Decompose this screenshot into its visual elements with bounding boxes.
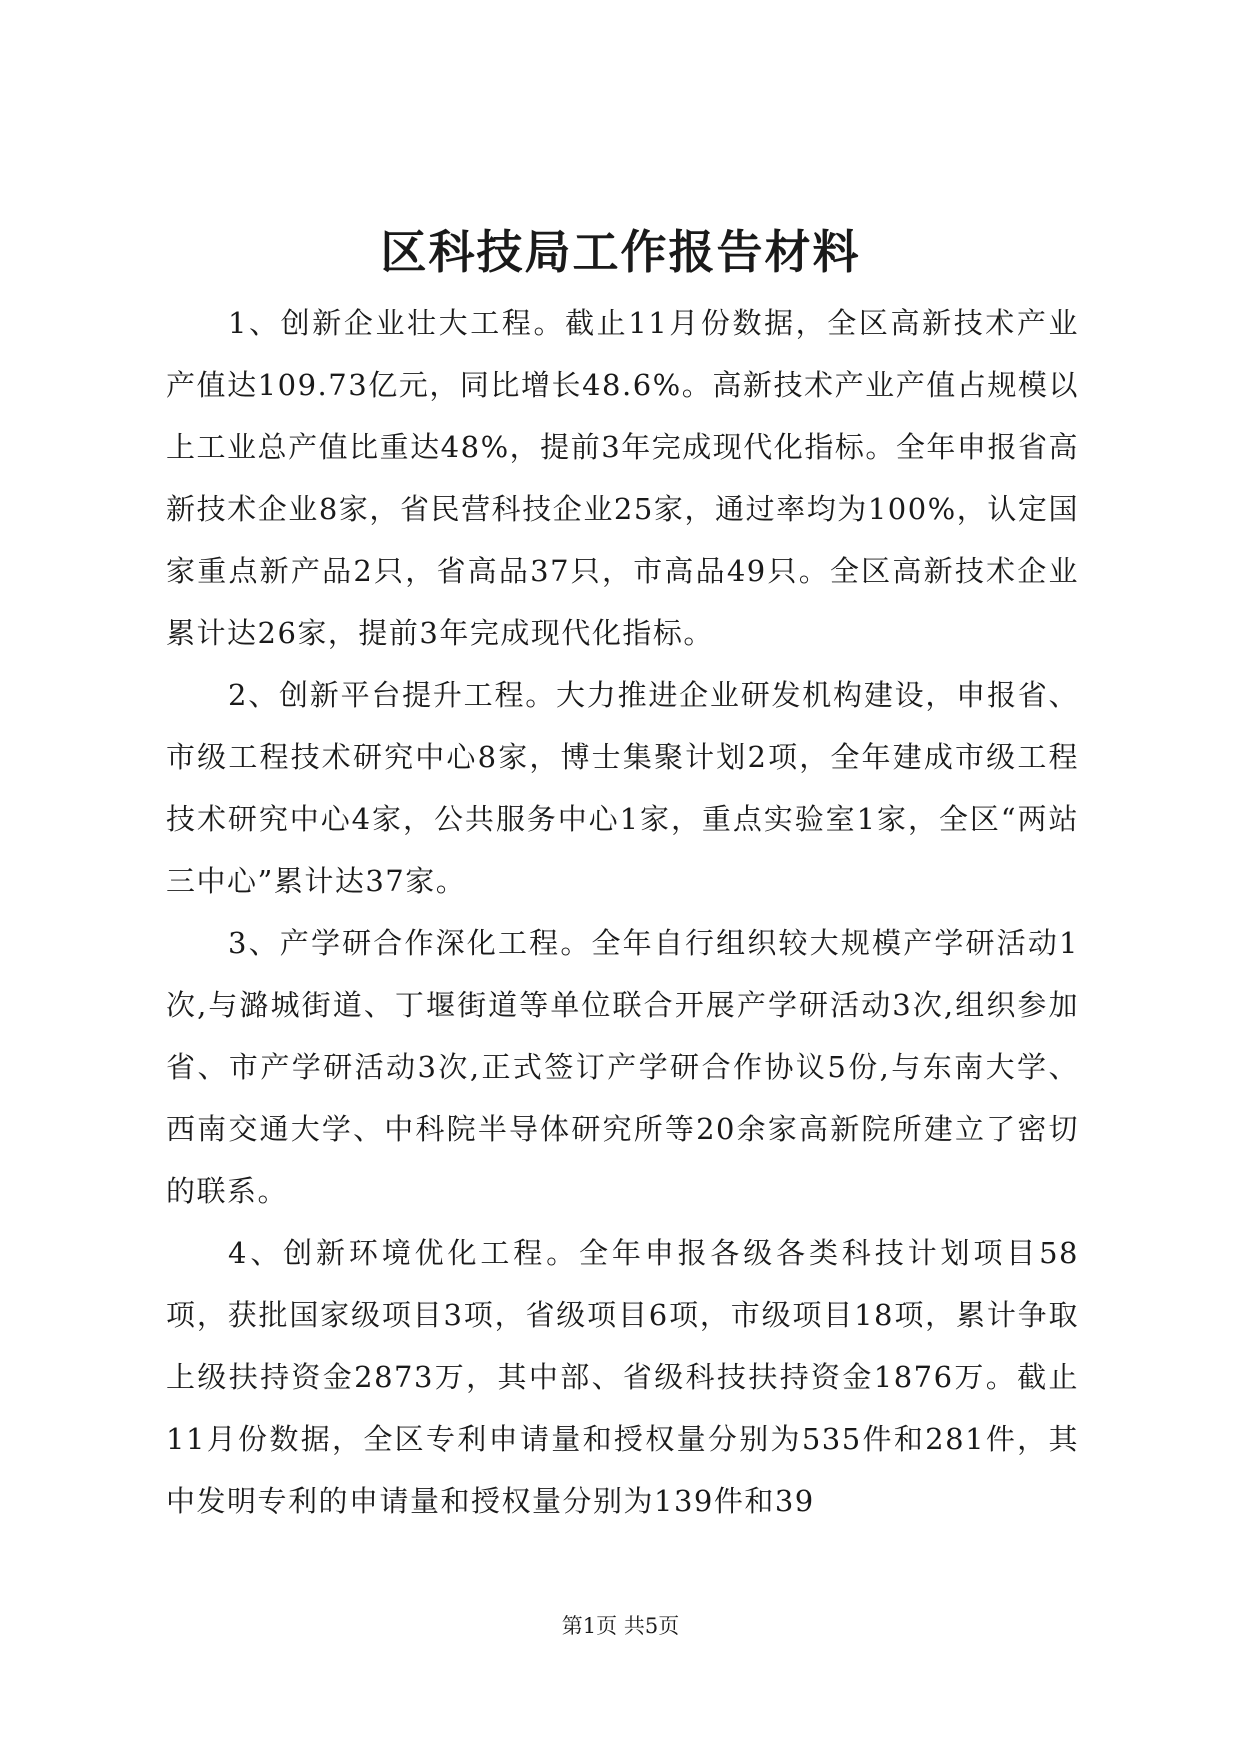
paragraph-4: 4、创新环境优化工程。全年申报各级各类科技计划项目58项，获批国家级项目3项，省级项目6项，市级项目18项，累计争取上级扶持资金2873万，其中部、省级科技扶持资金1876万。截止11月份数据，全区专利申请量和授权量分别为535件和281件，其中发明专利的申请量和授权量分别为139件和39 <box>166 1236 1079 1518</box>
document-body <box>166 292 1079 1532</box>
paragraph-2: 2、创新平台提升工程。大力推进企业研发机构建设，申报省、市级工程技术研究中心8家，博士集聚计划2项，全年建成市级工程技术研究中心4家，公共服务中心1家，重点实验室1家，全区“两站三中心”累计达37家。 <box>166 678 1079 898</box>
paragraph-1: 1、创新企业壮大工程。截止11月份数据，全区高新技术产业产值达109.73亿元，同比增长48.6%。高新技术产业产值占规模以上工业总产值比重达48%，提前3年完成现代化指标。全年申报省高新技术企业8家，省民营科技企业25家，通过率均为100%，认定国家重点新产品2只，省高品37只，市高品49只。全区高新技术企业累计达26家，提前3年完成现代化指标。 <box>166 306 1079 650</box>
document-title: 区科技局工作报告材料 <box>380 225 861 279</box>
paragraph-3: 3、产学研合作深化工程。全年自行组织较大规模产学研活动1次,与潞城街道、丁堰街道等单位联合开展产学研活动3次,组织参加省、市产学研活动3次,正式签订产学研合作协议5份,与东南大学、西南交通大学、中科院半导体研究所等20余家高新院所建立了密切的联系。 <box>166 926 1079 1208</box>
page-number-footer: 第1页 共5页 <box>561 1614 680 1638</box>
